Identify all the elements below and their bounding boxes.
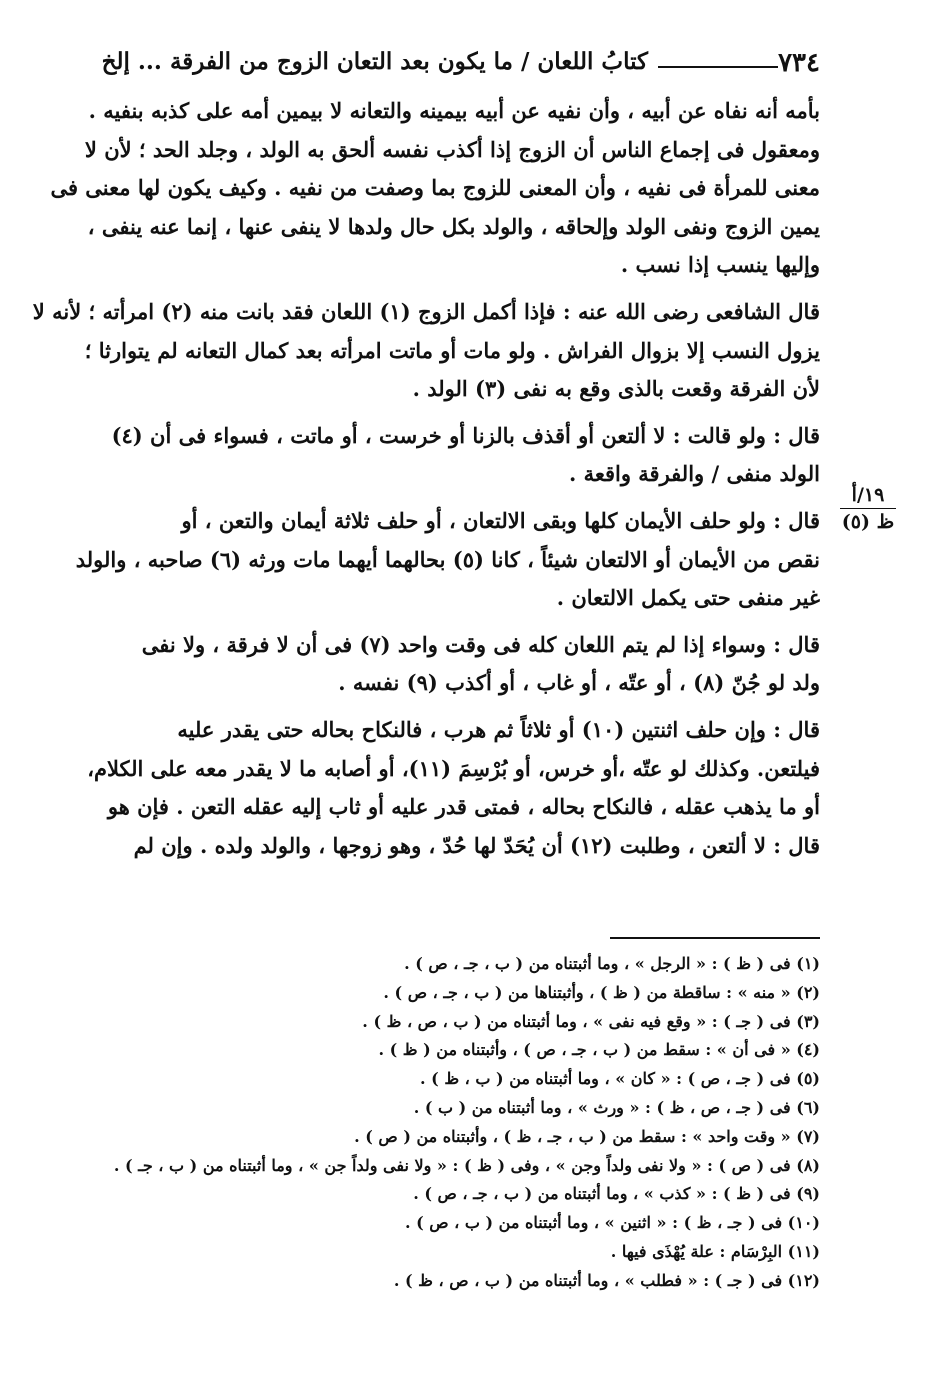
header-rule [658,66,778,68]
footnote: (٣) فى ( جـ ) : « وقع فيه نفى » ، وما أثبتناه من ( ب ، ص ، ظ ) . [362,1011,820,1031]
text-line: قال الشافعى رضى الله عنه : فإذا أكمل الزوج (١) اللعان فقد بانت منه (٢) امرأته ؛ لأنه لا [32,298,820,324]
paragraph [32,293,820,409]
text-line: قال : لا ألتعن ، وطلبت (١٢) أن يُحَدّ لها حُدّ ، وهو زوجها ، والولد ولده . وإن لم [133,832,820,858]
text-line: الولد منفى / والفرقة واقعة . [568,461,820,487]
text-line: وإليها ينسب إذا نسب . [620,252,820,278]
footnote-rule [610,937,820,939]
paragraph [50,92,820,285]
text-line: قال : ولو حلف الأيمان كلها وبقى الالتعان ، أو حلف ثلاثة أيمان والتعن ، أو [181,507,820,533]
footnote: (٤) « فى أن » : سقط من ( ب ، جـ ، ص ) ، وأثبتناه من ( ظ ) . [378,1040,820,1060]
margin-folio: ١٩/أ [851,484,885,506]
text-line: نقص من الأيمان أو الالتعان شيئاً ، كانا (٥) بحالهما أيهما مات ورثه (٦) صاحبه ، والولد [75,546,820,572]
page-number: ٧٣٤ [778,48,820,78]
footnote: (٨) فى ( ص ) : « ولا نفى ولداً وجن » ، وفى ( ظ ) : « ولا نفى ولداً جن » ، وما أثبتناه من ( ب ، جـ ) . [113,1155,820,1175]
paragraph [75,502,820,618]
text-line: أو ما يذهب عقله ، فالنكاح بحاله ، فمتى قدر عليه أو ثاب إليه عقله التعن . فإن هو [107,794,820,820]
text-line: ومعقول فى إجماع الناس أن الزوج إذا أكذب نفسه ألحق به الولد ، وجلد الحد ؛ لأن لا [84,136,820,162]
footnote: (٥) فى ( جـ ، ص ) : « كان » ، وما أثبتناه من ( ب ، ظ ) . [420,1069,820,1089]
text-line: فيلتعن. وكذلك لو عتّه ،أو خرس، أو بُرْسِمَ (١١)، أو أصابه ما لا يقدر معه على الكلام، [87,755,820,781]
text-line: قال : وإن حلف اثنتين (١٠) أو ثلاثاً ثم هرب ، فالنكاح بحاله حتى يقدر عليه [177,716,820,742]
paragraph [78,417,820,494]
text-line: معنى للمرأة فى نفيه ، وأن المعنى للزوج بما وصفت من نفيه . وكيف يكون لها معنى فى [50,175,820,201]
text-line: لأن الفرقة وقعت بالذى وقع به نفى (٣) الولد . [412,376,820,402]
text-line: قال : وسواء إذا لم يتم اللعان كله فى وقت واحد (٧) فى أن لا فرقة ، ولا نفى [141,631,820,657]
footnote: (١) فى ( ظ ) : « الرجل » ، وما أثبتناه من ( ب ، جـ ، ص ) . [404,954,820,973]
text-line: قال : ولو قالت : لا ألتعن أو أقذف بالزنا أو خرست ، أو ماتت ، فسواء فى أن (٤) [111,422,820,448]
page-header [78,46,820,86]
text-line: غير منفى حتى يكمل الالتعان . [556,585,820,611]
margin-note [836,484,900,533]
footnote: (١٢) فى ( جـ ) : « فطلب » ، وما أثبتناه من ( ب ، ص ، ظ ) . [393,1270,820,1290]
text-line: يمين الزوج ونفى الولد وإلحاقه ، والولد بكل حال ولدها لا ينفى عنها ، إنما عنه ينفى ، [87,213,820,239]
footnote: (١١) البِرْسَام : علة يُهْذَى فيها . [610,1241,820,1261]
paragraph [78,711,820,865]
text-line: بأمه أنه نفاه عن أبيه ، وأن نفيه عن أبيه بيمينه والتعانه لا بيمين أمه على كذبه بنفيه . [88,98,820,123]
footnote: (٢) « منه » : ساقطة من ( ظ ) ، وأثبتناها من ( ب ، جـ ، ص ) . [383,982,820,1002]
margin-divider [840,508,896,509]
margin-manuscript: ظ (٥) [841,511,895,533]
running-title: كتابُ اللعان / ما يكون بعد التعان الزوج من الفرقة ... إلخ [101,48,648,75]
footnote: (٧) « وقت واحد » : سقط من ( ب ، جـ ، ظ ) ، وأثبتناه من ( ص ) . [354,1126,820,1146]
paragraph [78,626,820,703]
text-line: يزول النسب إلا بزوال الفراش . ولو مات أو ماتت امرأته بعد كمال التعانه لم يتوارثا ؛ [84,337,820,363]
main-text [32,92,820,865]
text-line: ولد لو جُنّ (٨) ، أو عتّه ، أو غاب ، أو أكذب (٩) نفسه . [338,670,820,696]
footnote: (٩) فى ( ظ ) : « كذب » ، وما أثبتناه من ( ب ، جـ ، ص ) . [413,1184,820,1204]
footnote: (١٠) فى ( جـ ، ظ ) : « اثنين » ، وما أثبتناه من ( ب ، ص ) . [404,1213,820,1233]
footnote: (٦) فى ( جـ ، ص ، ظ ) : « ورث » ، وما أثبتناه من ( ب ) . [413,1097,820,1117]
footnotes [78,950,820,1296]
